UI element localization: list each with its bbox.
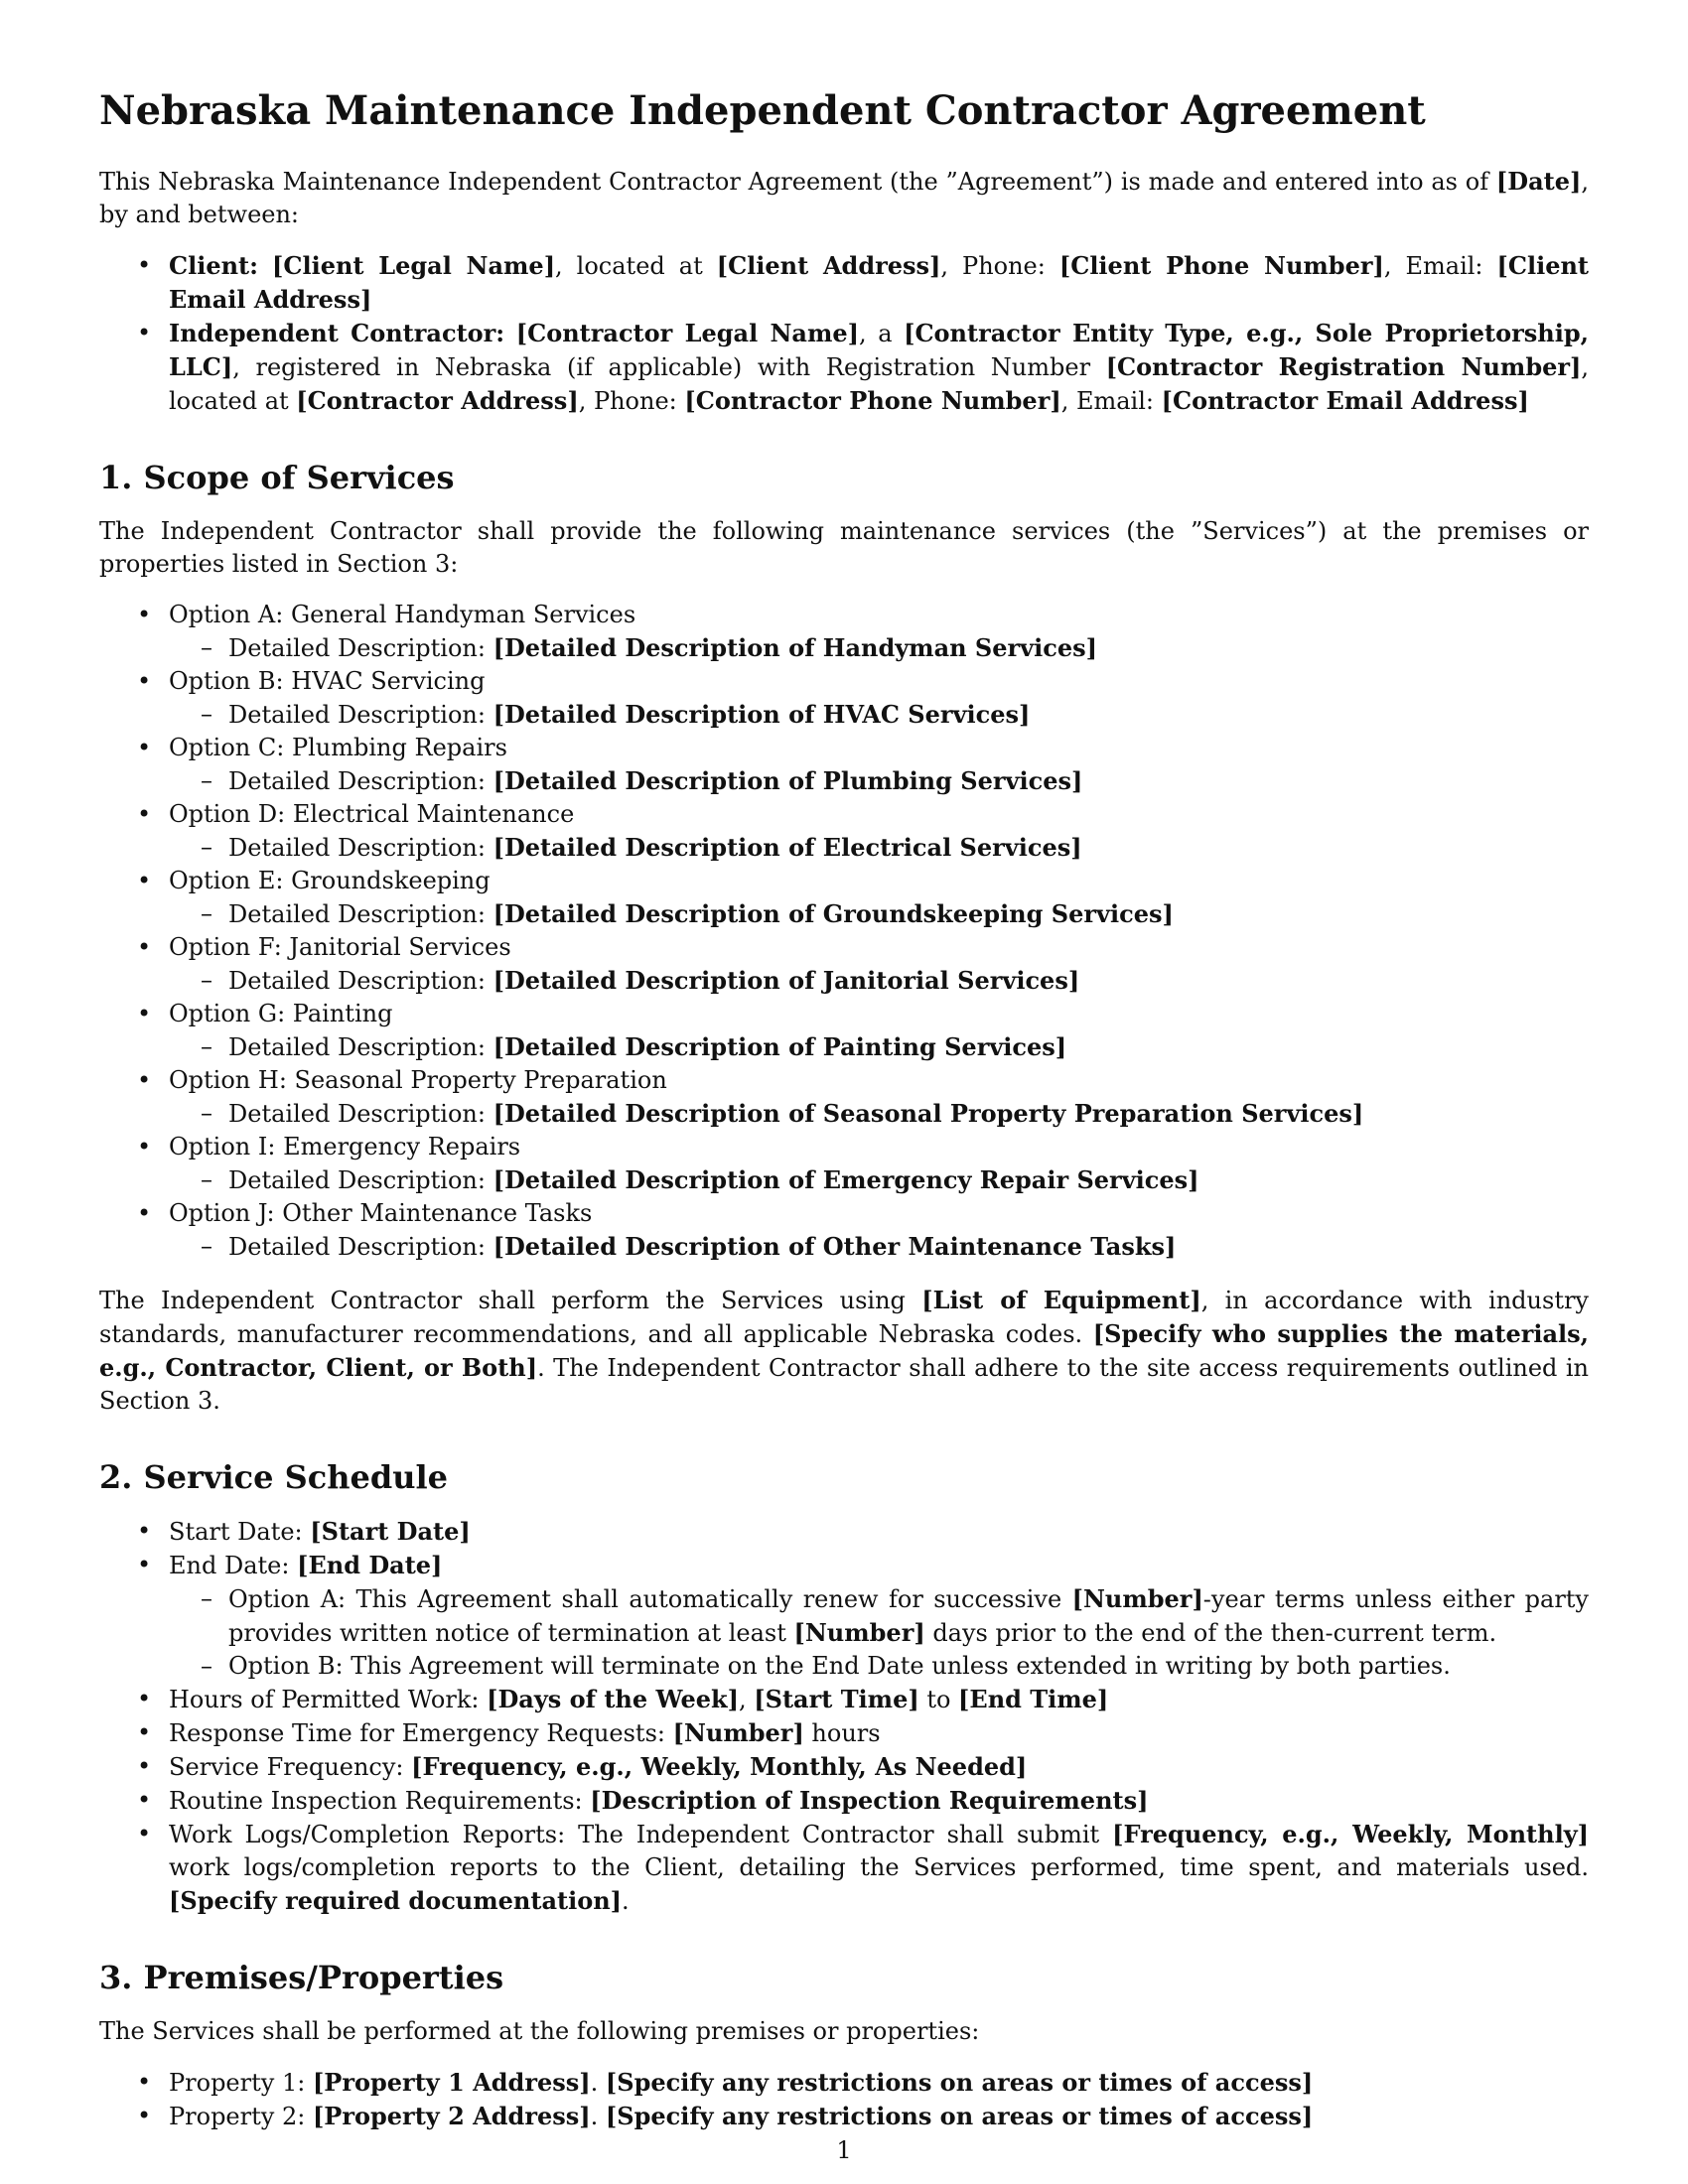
contractor-entity-placeholder: [Contractor Entity Type, e.g., Sole Proprietorship, LLC]	[169, 319, 1590, 381]
inspection-item	[99, 1784, 1589, 1818]
section-3-intro: The Services shall be performed at the following premises or properties:	[99, 2017, 980, 2045]
client-text: , Email:	[1383, 252, 1497, 280]
service-detail-list	[169, 631, 1589, 665]
property-label: Property 2:	[169, 2103, 313, 2130]
section-1-intro: The Independent Contractor shall provide the following maintenance services (the ”Services”) at the premises or properties listed in Section 3:	[99, 517, 1589, 578]
service-option-label: Option B: HVAC Servicing	[169, 667, 486, 695]
service-detail-item	[169, 631, 1589, 665]
equipment-placeholder: [List of Equipment]	[921, 1286, 1201, 1314]
inspection-placeholder: [Description of Inspection Requirements]	[590, 1786, 1149, 1815]
service-option-label: Option F: Janitorial Services	[169, 933, 511, 961]
service-option-item	[99, 1197, 1589, 1264]
service-detail-item	[169, 698, 1589, 732]
option-a-text: -year terms unless either party provides written notice of termination at least	[228, 1585, 1589, 1647]
end-date-label: End Date:	[169, 1552, 298, 1579]
frequency-placeholder: [Frequency, e.g., Weekly, Monthly, As Needed]	[411, 1752, 1028, 1781]
section-1-closing	[99, 1284, 1589, 1418]
detail-prefix: Detailed Description:	[228, 1166, 493, 1194]
client-text: , located at	[555, 252, 717, 280]
number-placeholder: [Number]	[672, 1718, 804, 1747]
contractor-text: , a	[859, 320, 905, 347]
number-placeholder: [Number]	[1071, 1584, 1203, 1613]
service-detail-item	[169, 964, 1589, 998]
property-separator: .	[590, 2069, 606, 2097]
service-option-item	[99, 1131, 1589, 1197]
days-placeholder: [Days of the Week]	[487, 1685, 740, 1713]
client-party-item	[99, 249, 1589, 317]
documentation-placeholder: [Specify required documentation]	[169, 1886, 623, 1915]
property-item	[99, 2100, 1589, 2133]
service-option-label: Option C: Plumbing Repairs	[169, 734, 507, 761]
service-detail-list	[169, 698, 1589, 732]
date-placeholder: [Date]	[1495, 167, 1582, 196]
frequency-label: Service Frequency:	[169, 1753, 412, 1781]
contractor-text: , located at	[169, 353, 1590, 415]
service-option-label: Option E: Groundskeeping	[169, 867, 491, 894]
client-phone-placeholder: [Client Phone Number]	[1058, 251, 1384, 280]
detail-placeholder: [Detailed Description of Emergency Repair Services]	[492, 1165, 1199, 1194]
service-option-item	[99, 931, 1589, 998]
start-date-placeholder: [Start Date]	[310, 1517, 471, 1546]
work-logs-text: Work Logs/Completion Reports: The Independent Contractor shall submit	[169, 1821, 1113, 1848]
materials-placeholder: [Specify who supplies the materials, e.g., Contractor, Client, or Both]	[99, 1319, 1590, 1382]
service-detail-item	[169, 831, 1589, 865]
service-option-label: Option I: Emergency Repairs	[169, 1133, 521, 1160]
closing-text: The Independent Contractor shall perform the Services using	[99, 1287, 922, 1314]
detail-placeholder: [Detailed Description of Electrical Services]	[492, 833, 1082, 862]
section-1-heading: 1. Scope of Services	[99, 459, 455, 496]
detail-prefix: Detailed Description:	[228, 1033, 493, 1061]
detail-prefix: Detailed Description:	[228, 1233, 493, 1261]
work-logs-text: work logs/completion reports to the Client, detailing the Services performed, time spent, and materials used.	[169, 1853, 1589, 1881]
client-text: , Phone:	[940, 252, 1059, 280]
report-frequency-placeholder: [Frequency, e.g., Weekly, Monthly]	[1112, 1820, 1590, 1848]
number-placeholder: [Number]	[793, 1618, 925, 1647]
property-address-placeholder: [Property 2 Address]	[312, 2102, 591, 2130]
contractor-text: , registered in Nebraska (if applicable) with Registration Number	[232, 353, 1106, 381]
service-option-label: Option A: General Handyman Services	[169, 601, 636, 628]
service-option-label: Option D: Electrical Maintenance	[169, 800, 575, 828]
service-option-item	[99, 998, 1589, 1064]
section-2-heading: 2. Service Schedule	[99, 1458, 448, 1496]
detail-placeholder: [Detailed Description of Plumbing Services]	[492, 766, 1083, 795]
intro-text: This Nebraska Maintenance Independent Contractor Agreement (the ”Agreement”) is made and entered into as of	[99, 168, 1496, 196]
page-number: 1	[836, 2136, 852, 2164]
access-restriction-placeholder: [Specify any restrictions on areas or times of access]	[605, 2102, 1314, 2130]
document-page	[99, 87, 1589, 2153]
renewal-option-a	[169, 1582, 1589, 1650]
detail-prefix: Detailed Description:	[228, 767, 493, 795]
contractor-email-placeholder: [Contractor Email Address]	[1161, 386, 1529, 415]
contractor-text: , Phone:	[578, 387, 685, 415]
access-restriction-placeholder: [Specify any restrictions on areas or times of access]	[605, 2068, 1314, 2097]
service-detail-item	[169, 897, 1589, 931]
client-address-placeholder: [Client Address]	[716, 251, 941, 280]
closing-text: , in accordance with industry standards, manufacturer recommendations, and all applicable Nebraska codes.	[99, 1287, 1589, 1348]
contractor-label: Independent Contractor:	[169, 319, 505, 347]
permitted-hours-item	[99, 1683, 1589, 1716]
property-address-placeholder: [Property 1 Address]	[312, 2068, 591, 2097]
detail-prefix: Detailed Description:	[228, 967, 493, 995]
service-option-item	[99, 865, 1589, 931]
service-detail-item	[169, 764, 1589, 798]
detail-placeholder: [Detailed Description of Seasonal Property Preparation Services]	[492, 1099, 1364, 1128]
client-label: Client:	[169, 251, 258, 280]
service-option-item	[99, 665, 1589, 732]
detail-placeholder: [Detailed Description of Painting Services]	[492, 1032, 1067, 1061]
hours-separator: ,	[739, 1686, 755, 1713]
detail-prefix: Detailed Description:	[228, 834, 493, 862]
client-name-placeholder: [Client Legal Name]	[272, 251, 556, 280]
start-time-placeholder: [Start Time]	[754, 1685, 919, 1713]
service-frequency-item	[99, 1750, 1589, 1784]
service-detail-list	[169, 1230, 1589, 1264]
option-a-text: days prior to the end of the then-current term.	[924, 1619, 1497, 1647]
end-time-placeholder: [End Time]	[958, 1685, 1109, 1713]
parties-list	[99, 249, 1589, 418]
detail-placeholder: [Detailed Description of Janitorial Services]	[492, 966, 1080, 995]
end-date-item	[99, 1549, 1589, 1683]
intro-text-end: , by and between:	[99, 168, 1589, 228]
service-detail-list	[169, 1163, 1589, 1197]
inspection-label: Routine Inspection Requirements:	[169, 1787, 591, 1815]
service-detail-list	[169, 897, 1589, 931]
detail-placeholder: [Detailed Description of Groundskeeping Services]	[492, 899, 1174, 928]
response-time-item	[99, 1716, 1589, 1750]
renewal-option-b: – Option B: This Agreement will terminate on the End Date unless extended in writing by both parties.	[169, 1650, 1589, 1683]
service-detail-item	[169, 1230, 1589, 1264]
work-logs-text: .	[622, 1887, 630, 1915]
detail-prefix: Detailed Description:	[228, 634, 493, 662]
contractor-name-placeholder: [Contractor Legal Name]	[515, 319, 859, 347]
detail-placeholder: [Detailed Description of Handyman Services]	[492, 633, 1097, 662]
property-label: Property 1:	[169, 2069, 313, 2097]
service-detail-item	[169, 1163, 1589, 1197]
contractor-address-placeholder: [Contractor Address]	[296, 386, 579, 415]
hours-label: Hours of Permitted Work:	[169, 1686, 488, 1713]
service-option-item	[99, 732, 1589, 798]
section-3-heading: 3. Premises/Properties	[99, 1959, 504, 1996]
property-separator: .	[590, 2103, 606, 2130]
properties-list	[99, 2066, 1589, 2133]
service-option-item	[99, 1064, 1589, 1131]
service-detail-item	[169, 1097, 1589, 1131]
detail-prefix: Detailed Description:	[228, 701, 493, 729]
client-email-placeholder: [Client Email Address]	[169, 251, 1590, 314]
document-title: Nebraska Maintenance Independent Contractor Agreement	[99, 87, 1426, 134]
option-a-text: Option A: This Agreement shall automatically renew for successive	[228, 1585, 1072, 1613]
contractor-phone-placeholder: [Contractor Phone Number]	[684, 386, 1061, 415]
end-date-placeholder: [End Date]	[297, 1551, 443, 1579]
service-option-label: Option G: Painting	[169, 1000, 393, 1027]
detail-prefix: Detailed Description:	[228, 1100, 493, 1128]
service-detail-list	[169, 1097, 1589, 1131]
contractor-party-item	[99, 317, 1589, 418]
service-options-list	[99, 599, 1589, 1264]
contractor-registration-placeholder: [Contractor Registration Number]	[1105, 352, 1582, 381]
service-option-label: Option J: Other Maintenance Tasks	[169, 1199, 593, 1227]
start-date-label: Start Date:	[169, 1518, 311, 1546]
service-option-item	[99, 599, 1589, 665]
work-logs-item	[99, 1818, 1589, 1918]
service-option-label: Option H: Seasonal Property Preparation	[169, 1066, 667, 1094]
start-date-item	[99, 1515, 1589, 1549]
detail-placeholder: [Detailed Description of Other Maintenance Tasks]	[492, 1232, 1177, 1261]
service-detail-list	[169, 1030, 1589, 1064]
detail-placeholder: [Detailed Description of HVAC Services]	[492, 700, 1031, 729]
hours-to: to	[918, 1686, 959, 1713]
detail-prefix: Detailed Description:	[228, 900, 493, 928]
closing-text: . The Independent Contractor shall adhere to the site access requirements outlined in Section 3.	[99, 1354, 1590, 1415]
response-unit: hours	[803, 1719, 881, 1747]
service-detail-list	[169, 764, 1589, 798]
service-detail-list	[169, 964, 1589, 998]
intro-paragraph	[99, 165, 1589, 231]
property-item	[99, 2066, 1589, 2100]
contractor-text: , Email:	[1060, 387, 1162, 415]
service-detail-item	[169, 1030, 1589, 1064]
service-option-item	[99, 798, 1589, 865]
schedule-list	[99, 1515, 1589, 1918]
end-date-options	[169, 1582, 1589, 1683]
service-detail-list	[169, 831, 1589, 865]
response-label: Response Time for Emergency Requests:	[169, 1719, 673, 1747]
